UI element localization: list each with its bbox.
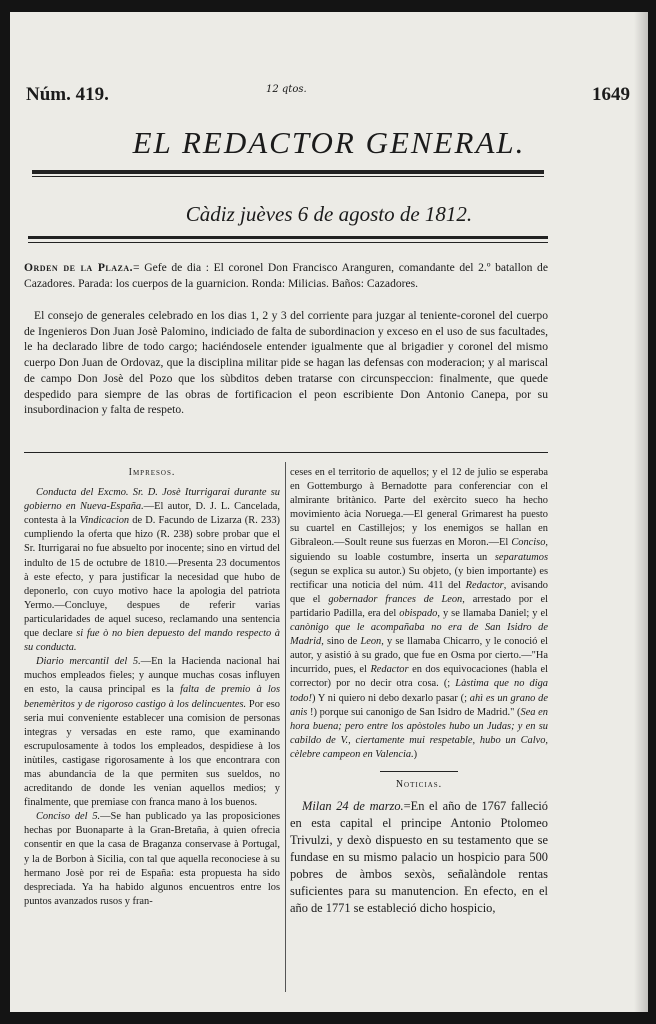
diario-text-b: Por eso seria mui conveniente establecer una comision de personas integras y versadas en este ramo, que examinando escrupulosamente à todos los empleados, despidiese à los inùtiles, castigase rigorosamente à los que encontrara con mas abundancia de la que permiten sus sueldos, no acreditando de donde les venian aquellos medios; y finalmente, que premiase con franca mano à los buenos. [24,698,280,809]
rc-text-d: , avisando que el [290,579,548,605]
rc-redactor-2: Redactor [370,664,409,676]
dateline: Càdiz juèves 6 de agosto de 1812. [185,202,473,226]
diario-title: Diario mercantil del 5. [36,656,141,668]
rc-anis: ahì es un grano de anis [290,692,548,718]
orden-plaza-label: Orden de la Plaza. [24,261,134,274]
right-column [290,466,548,917]
price-note: 12 qtos. [266,84,307,95]
dateline-rule-thin [28,242,548,243]
masthead-rule-thin [32,176,544,177]
rc-text-j: ) Y ni quiero ni debo dexarlo pasar (; [311,692,470,704]
rc-lastima: Làstima que no diga todo! [290,678,548,704]
rc-redactor: Redactor [465,579,504,591]
impresos-column [24,466,280,909]
conciso-text: —Se han publicado ya las proposiciones hechas por Buonaparte à la Gran-Bretaña, à quien ofrecia consentir en que la casa de Braganza conservase à Portugal, y la de Borbon à Sicilia, con tal que aquella reconociese à su hermano Josè por rei de España: esta propuesta ha sido despreciada. Ya ha habido algunos encuentros entre los puntos avanzados rusos y fran- [24,811,280,907]
right-column-continuation [290,466,548,762]
rc-separatumos: separatumos [494,551,548,563]
rc-conciso: Conciso [511,537,546,549]
section-divider [24,452,548,453]
rc-text-h: , y se llamaba Chicarro, y le conoció el autor, y asistió à su grado, que fue en Osma por cierto.—"Ha incurrido, pues, el [290,636,548,676]
orden-plaza-paragraph [24,260,548,291]
impresos-item-diario [24,655,280,810]
masthead-title: EL REDACTOR GENERAL. [132,125,526,160]
impresos-heading: Impresos. [128,467,176,478]
rc-text-i: en dos equivocaciones (habla el corrector) por no decir otra cosa. (; [290,664,548,690]
rc-text-f: , y se llamaba Daniel; y el [437,607,548,619]
diario-text-a: —En la Hacienda nacional hai muchos empleados fieles; y aunque muchas cosas influyen en esto, la causa principal es la [24,656,280,696]
rc-text-g: , sino de [321,636,361,648]
rc-leon: Leon [360,636,382,648]
conducta-text-a: —El autor, D. J. L. Cancelada, contesta à la [24,501,281,527]
dateline-rule-thick [28,236,548,239]
impresos-item-conducta [24,486,280,655]
conducta-title: Conducta del Excmo. Sr. D. Josè Iturrigarai durante su gobierno en Nueva-España. [24,487,280,513]
newspaper-page [10,12,648,1012]
noticias-rule [380,771,458,772]
noticias-milan [290,798,548,917]
page-number: 1649 [592,84,630,105]
rc-text-e: , arrestado por el partidario Padilla, era del [290,593,548,619]
consejo-paragraph: El consejo de generales celebrado en los dias 1, 2 y 3 del corriente para juzgar al teniente-coronel del cuerpo de Ingenieros Don Juan Josè Palomino, indiciado de falta de subordinacion y exceso en el uso de sus facultades, le ha declarado libre de todo cargo; haciéndosele entender igualmente que al brigadier y coronel del mismo cuerpo Don Juan de Ordovaz, que la disciplina militar pide se hagan las defensas con moderacion; y al mariscal de campo Don Josè del Pozo que los sùbditos deben tratarse con circunspeccion: finalmente, que quede despedido para siempre de las obras de fortificacion el peon escribiente Don Antonio Canepa, por su insubordinacion y falta de respeto. [24,309,548,417]
rc-text-k: !) porque sui canonigo de San Isidro de Madrid." ( [307,706,521,718]
masthead-rule-thick [32,170,544,174]
conducta-vindicacion: Vindicacion [79,515,130,527]
noticias-heading: Noticias. [395,778,443,790]
issue-number: Núm. 419. [26,84,109,105]
conducta-italic: si fue ò no bien depuesto del mando respecto à su conducta. [24,628,280,654]
rc-obispado: obispado [399,607,438,619]
milan-text: =En el año de 1767 falleció en esta capital el principe Antonio Ptolomeo Trivulzi, y dexò dispuesto en su testamento que se fundase en su mismo palacio un hospicio para 500 pobres de àmbos sexòs, señalàndole rentas suficientes para su manutencion. En efecto, en el año de 1771 se estableció dicho hospicio, [290,799,548,916]
rc-text-l: ) [413,748,418,760]
conciso-title: Conciso del 5. [36,811,101,823]
rc-text-a: ceses en el territorio de aquellos; y el 12 de julio se esperaba en Gottemburgo à Bernadotte para conferenciar con el almirante britànico. Parte del exèrcito sueco ha hecho movimiento àcia Noruega.—El general Grimarest ha puesto su cuartel en Castillejos; y los enemigos se hallan en Gibraleon.—Soult reune sus fuerzas en Moron.—El [290,467,548,549]
diario-italic: falta de premio à los benemèritos y de rigoroso castigo à los delincuentes. [24,684,281,710]
rc-gobernador: gobernador frances de Leon [328,593,463,605]
rc-final-italic: Sea en hora buena; pero entre los apòstoles hubo un Judas; y en su cabildo de V., ciertamente mui respetable, hubo un Calvo, cèlebre campeon en Valencia. [290,706,548,760]
column-divider [285,462,286,992]
milan-label: Milan 24 de marzo. [302,799,404,814]
rc-canonigo: canònigo que le acompañaba no era de San Isidro de Madrid [290,622,548,648]
rc-text-b: , siguiendo su loable costumbre, inserta un [290,537,548,563]
conducta-text-b: de D. Facundo de Lizarza (R. 233) cumpliendo la oferta que hizo (R. 238) sobre probar que el Sr. Iturrigarai no fue absuelto por inocente; sino en virtud del indulto de 15 de octubre de 1810.—Presenta 23 documentos à este efecto, y para justificar la necesidad que hubo de deponerlo, con cuyo motivo hace la apologia del patriota Yermo.—Concluye, despues de referir varias particularidades de aquel suceso, reclamando una sentencia que declare [24,515,281,640]
impresos-item-conciso [24,810,280,909]
rc-text-c: (segun se explica su autor.) Su objeto, (y bien importante) es rectificar una noticia del núm. 411 del [290,565,548,591]
orden-plaza-text: = Gefe de dia : El coronel Don Francisco Aranguren, comandante del 2.º batallon de Cazadores. Parada: los cuerpos de la guarnicion. Ronda: Milicias. Baños: Cazadores. [24,261,548,290]
